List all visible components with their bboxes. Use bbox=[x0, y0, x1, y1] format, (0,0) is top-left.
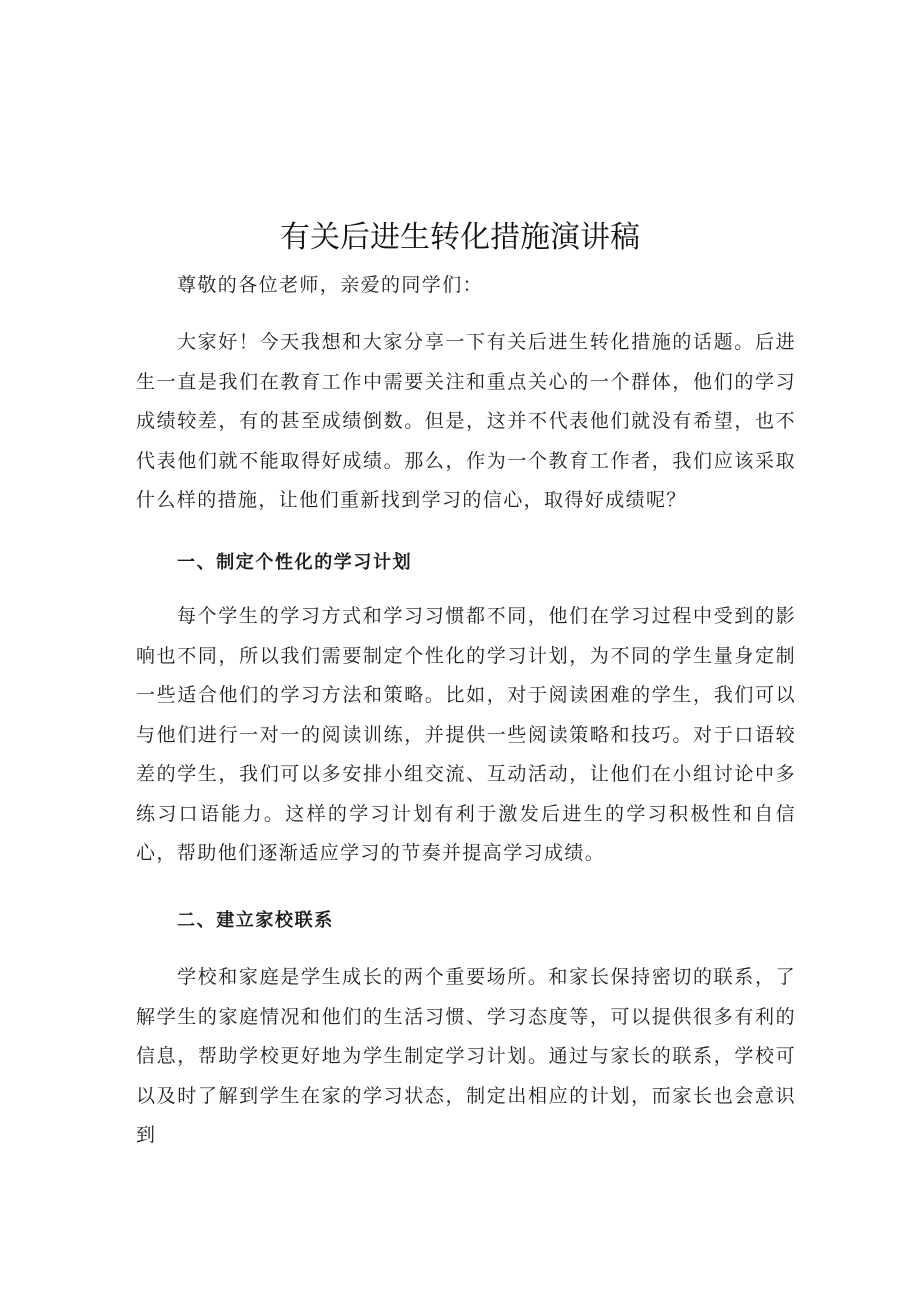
section-1-paragraph: 每个学生的学习方式和学习习惯都不同，他们在学习过程中受到的影响也不同，所以我们需要制定个性化的学习计划，为不同的学生量身定制一些适合他们的学习方法和策略。比如，对于阅读困难的学生，我们可以与他们进行一对一的阅读训练，并提供一些阅读策略和技巧。对于口语较差的学生，我们可以多安排小组交流、互动活动，让他们在小组讨论中多练习口语能力。这样的学习计划有利于激发后进生的学习积极性和自信心，帮助他们逐渐适应学习的节奏并提高学习成绩。 bbox=[136, 605, 796, 864]
intro-paragraph: 大家好！今天我想和大家分享一下有关后进生转化措施的话题。后进生一直是我们在教育工作中需要关注和重点关心的一个群体，他们的学习成绩较差，有的甚至成绩倒数。但是，这并不代表他们就没有希望，也不代表他们就不能取得好成绩。那么，作为一个教育工作者，我们应该采取什么样的措施，让他们重新找到学习的信心，取得好成绩呢？ bbox=[136, 331, 796, 511]
section-2-heading: 二、建立家校联系 bbox=[177, 910, 334, 931]
section-1-heading: 一、制定个性化的学习计划 bbox=[177, 552, 413, 573]
section-2-paragraph: 学校和家庭是学生成长的两个重要场所。和家长保持密切的联系，了解学生的家庭情况和他们的生活习惯、学习态度等，可以提供很多有利的信息，帮助学校更好地为学生制定学习计划。通过与家长的联系，学校可以及时了解到学生在家的学习状态，制定出相应的计划，而家长也会意识到 bbox=[136, 966, 796, 1146]
document-title: 有关后进生转化措施演讲稿 bbox=[280, 220, 640, 255]
greeting-line: 尊敬的各位老师，亲爱的同学们： bbox=[177, 274, 484, 296]
